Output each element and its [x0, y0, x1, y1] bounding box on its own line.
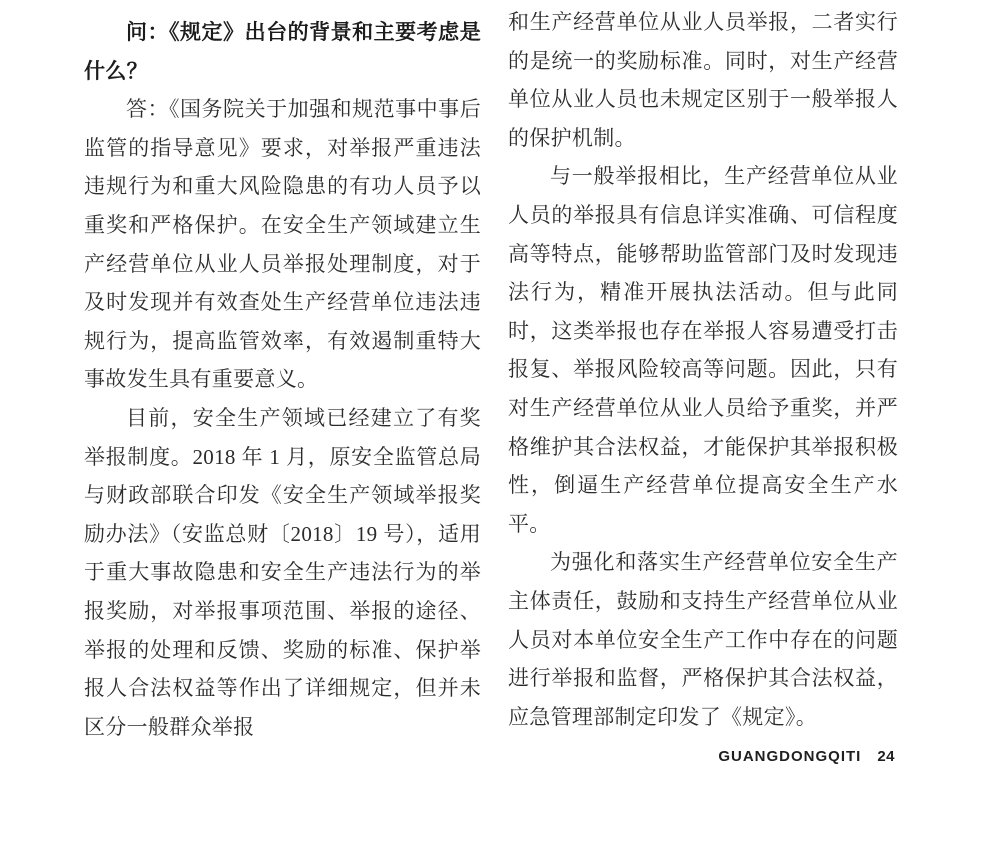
left-column: [84, 13, 481, 746]
paragraph: 和生产经营单位从业人员举报，二者实行的是统一的奖励标准。同时，对生产经营单位从业人员也未规定区别于一般举报人的保护机制。: [508, 10, 898, 150]
journal-name: GUANGDONGQITI: [718, 748, 862, 765]
right-column: [508, 3, 898, 736]
paragraph: 答：《国务院关于加强和规范事中事后监管的指导意见》要求，对举报严重违法违规行为和重大风险隐患的有功人员予以重奖和严格保护。在安全生产领域建立生产经营单位从业人员举报处理制度，对于及时发现并有效查处生产经营单位违法违规行为，提高监管效率，有效遏制重特大事故发生具有重要意义。: [84, 97, 481, 392]
paragraph: 为强化和落实生产经营单位安全生产主体责任，鼓励和支持生产经营单位从业人员对本单位安全生产工作中存在的问题进行举报和监督，严格保护其合法权益，应急管理部制定印发了《规定》。: [508, 550, 898, 729]
paragraph: 与一般举报相比，生产经营单位从业人员的举报具有信息详实准确、可信程度高等特点，能够帮助监管部门及时发现违法行为，精准开展执法活动。但与此同时，这类举报也存在举报人容易遭受打击报复、举报风险较高等问题。因此，只有对生产经营单位从业人员给予重奖，并严格维护其合法权益，才能保护其举报积极性，倒逼生产经营单位提高安全生产水平。: [508, 164, 898, 536]
footer: [718, 748, 895, 765]
paragraph: 问：《规定》出台的背景和主要考虑是什么？: [84, 20, 481, 83]
paragraph: 目前，安全生产领域已经建立了有奖举报制度。2018 年 1 月，原安全监管总局与财政部联合印发《安全生产领域举报奖励办法》（安监总财〔2018〕19 号），适用于重大事故隐患和安全生产违法行为的举报奖励，对举报事项范围、举报的途径、举报的处理和反馈、奖励的标准、保护举报人合法权益等作出了详细规定，但并未区分一般群众举报: [84, 405, 481, 739]
page-number: 24: [877, 748, 895, 765]
